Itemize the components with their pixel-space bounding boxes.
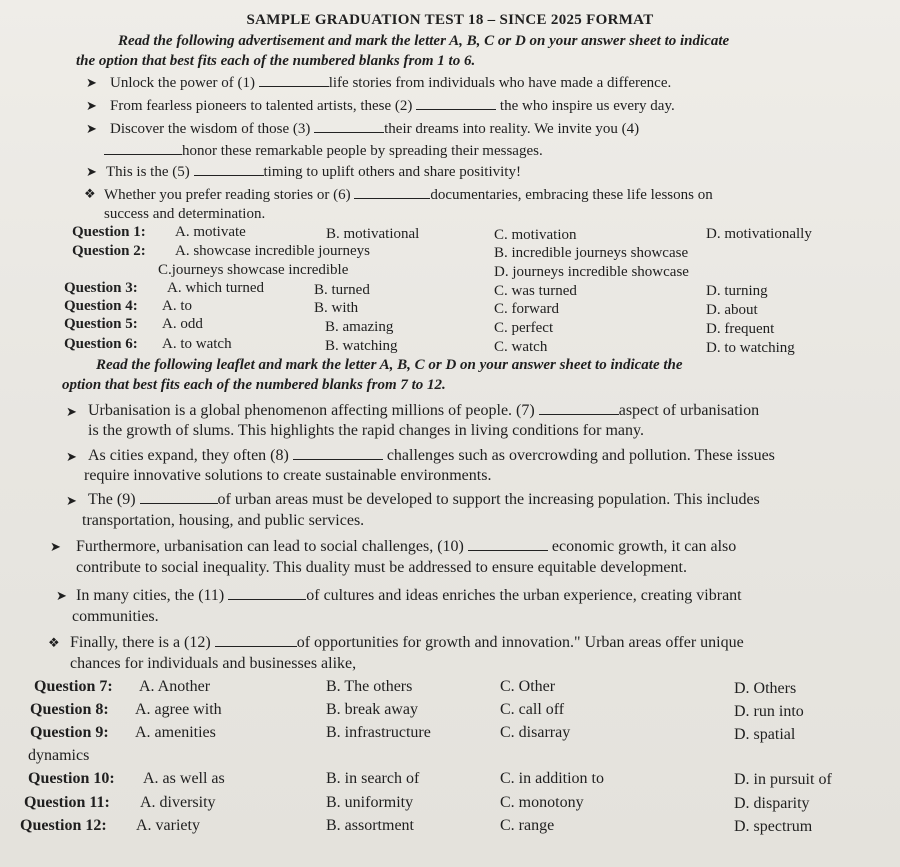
- question-label: Question 7:: [34, 678, 113, 695]
- option-b[interactable]: B. incredible journeys showcase: [494, 245, 689, 261]
- question-label: Question 11:: [24, 794, 110, 811]
- option-a[interactable]: A. Another: [139, 678, 211, 695]
- option-a[interactable]: A. motivate: [175, 224, 246, 240]
- page-title: SAMPLE GRADUATION TEST 18 – SINCE 2025 FORMAT: [246, 12, 654, 28]
- section1-instruction: Read the following advertisement and mark the letter A, B, C or D on your answer sheet to indicate: [118, 33, 730, 49]
- option-a[interactable]: A. as well as: [143, 770, 225, 787]
- ad-item-2: From fearless pioneers to talented artists, these (2) the who inspire us every day.: [110, 98, 675, 114]
- leaflet-item-8-line2: require innovative solutions to create sustainable environments.: [84, 467, 492, 484]
- arrow-bullet-icon: ➤: [86, 75, 97, 90]
- question-label: Question 8:: [30, 701, 109, 718]
- option-d[interactable]: D. motivationally: [706, 226, 812, 242]
- question-label: Question 5:: [64, 316, 138, 332]
- leaflet-item-11-line2: communities.: [72, 608, 159, 625]
- option-b[interactable]: B. The others: [326, 678, 413, 695]
- option-b[interactable]: B. watching: [325, 338, 398, 354]
- leaflet-item-10-line2: contribute to social inequality. This duality must be addressed to ensure equitable development.: [76, 559, 687, 576]
- question-label: Question 4:: [64, 298, 138, 314]
- option-b[interactable]: B. motivational: [326, 226, 420, 242]
- section2-instruction-line2: option that best fits each of the numbered blanks from 7 to 12.: [62, 377, 446, 393]
- leaflet-item-10: Furthermore, urbanisation can lead to social challenges, (10) economic growth, it can also: [76, 538, 737, 555]
- leaflet-item-9: The (9) of urban areas must be developed to support the increasing population. This includes: [88, 491, 760, 508]
- option-d[interactable]: D. frequent: [706, 321, 775, 337]
- option-a[interactable]: A. diversity: [140, 794, 216, 811]
- option-d[interactable]: D. journeys incredible showcase: [494, 264, 689, 280]
- arrow-bullet-icon: ➤: [50, 539, 61, 554]
- option-a[interactable]: A. amenities: [135, 724, 216, 741]
- option-a[interactable]: A. odd: [162, 316, 203, 332]
- ad-item-5: Whether you prefer reading stories or (6) documentaries, embracing these life lessons on: [104, 187, 713, 203]
- question-label: Question 6:: [64, 336, 138, 352]
- option-b[interactable]: B. assortment: [326, 817, 414, 834]
- question-label: Question 3:: [64, 280, 138, 296]
- option-d[interactable]: D. run into: [734, 703, 804, 720]
- option-b[interactable]: B. with: [314, 300, 359, 316]
- section1-instruction-line2: the option that best fits each of the numbered blanks from 1 to 6.: [76, 53, 476, 69]
- leaflet-item-12-line2: chances for individuals and businesses alike,: [70, 655, 357, 672]
- section2-instruction: Read the following leaflet and mark the letter A, B, C or D on your answer sheet to indicate the: [96, 357, 683, 373]
- option-b[interactable]: B. amazing: [325, 319, 394, 335]
- leaflet-item-11: In many cities, the (11) of cultures and ideas enriches the urban experience, creating vibrant: [76, 587, 742, 604]
- ad-item-3: Discover the wisdom of those (3) their dreams into reality. We invite you (4): [110, 121, 640, 137]
- leaflet-item-7: Urbanisation is a global phenomenon affecting millions of people. (7) aspect of urbanisation: [88, 402, 760, 419]
- arrow-bullet-icon: ➤: [86, 121, 97, 136]
- arrow-bullet-icon: ➤: [56, 588, 67, 603]
- question-label: Question 10:: [28, 770, 115, 787]
- option-c[interactable]: C. call off: [500, 701, 565, 718]
- option-c[interactable]: C. Other: [500, 678, 556, 695]
- ad-item-3-line2: honor these remarkable people by spreading their messages.: [104, 142, 543, 160]
- option-a[interactable]: A. agree with: [135, 701, 222, 718]
- option-d[interactable]: D. disparity: [734, 795, 810, 812]
- leaflet-item-8: As cities expand, they often (8) challenges such as overcrowding and pollution. These issues: [88, 447, 775, 464]
- option-c[interactable]: C. in addition to: [500, 770, 604, 787]
- option-a[interactable]: A. showcase incredible journeys: [175, 243, 370, 259]
- option-c[interactable]: C. motivation: [494, 227, 577, 243]
- option-d[interactable]: D. in pursuit of: [734, 771, 832, 788]
- option-a[interactable]: A. to watch: [162, 336, 232, 352]
- leaflet-item-7-line2: is the growth of slums. This highlights the rapid changes in living conditions for many.: [88, 422, 644, 439]
- option-c[interactable]: C. monotony: [500, 794, 584, 811]
- diamond-bullet-icon: ❖: [48, 635, 60, 650]
- option-d[interactable]: D. about: [706, 302, 758, 318]
- option-d[interactable]: D. turning: [706, 283, 768, 299]
- option-b[interactable]: B. turned: [314, 282, 370, 298]
- arrow-bullet-icon: ➤: [66, 404, 77, 419]
- question-label: Question 1:: [72, 224, 146, 240]
- option-c[interactable]: C. range: [500, 817, 555, 834]
- option-d[interactable]: D. spectrum: [734, 818, 813, 835]
- option-d[interactable]: D. spatial: [734, 726, 796, 743]
- leaflet-item-12: Finally, there is a (12) of opportunities for growth and innovation." Urban areas offer unique: [70, 634, 744, 651]
- option-a[interactable]: A. variety: [136, 817, 200, 834]
- option-b[interactable]: B. infrastructure: [326, 724, 431, 741]
- question-label: Question 9:: [30, 724, 109, 741]
- leaflet-item-9-line2: transportation, housing, and public services.: [82, 512, 365, 529]
- option-d[interactable]: D. to watching: [706, 340, 795, 356]
- option-d[interactable]: D. Others: [734, 680, 797, 697]
- arrow-bullet-icon: ➤: [86, 164, 97, 179]
- ad-item-1: Unlock the power of (1) life stories from individuals who have made a difference.: [110, 75, 672, 91]
- option-c[interactable]: C. perfect: [494, 320, 554, 336]
- ad-item-5-line2: success and determination.: [104, 206, 266, 222]
- question-label: Question 2:: [72, 243, 146, 259]
- diamond-bullet-icon: ❖: [84, 186, 96, 201]
- option-a[interactable]: A. which turned: [167, 280, 265, 296]
- ad-item-4: This is the (5) timing to uplift others and share positivity!: [106, 164, 521, 180]
- option-c[interactable]: C. watch: [494, 339, 548, 355]
- question-label: Question 12:: [20, 817, 107, 834]
- option-b[interactable]: B. in search of: [326, 770, 420, 787]
- option-b[interactable]: B. uniformity: [326, 794, 414, 811]
- option-c[interactable]: C. disarray: [500, 724, 571, 741]
- option-c[interactable]: C. forward: [494, 301, 559, 317]
- arrow-bullet-icon: ➤: [66, 449, 77, 464]
- option-a[interactable]: A. to: [162, 298, 192, 314]
- arrow-bullet-icon: ➤: [86, 98, 97, 113]
- arrow-bullet-icon: ➤: [66, 493, 77, 508]
- option-c[interactable]: C.journeys showcase incredible: [158, 262, 349, 278]
- option-c[interactable]: C. was turned: [494, 283, 577, 299]
- option-d-continuation: dynamics: [28, 747, 90, 764]
- option-b[interactable]: B. break away: [326, 701, 418, 718]
